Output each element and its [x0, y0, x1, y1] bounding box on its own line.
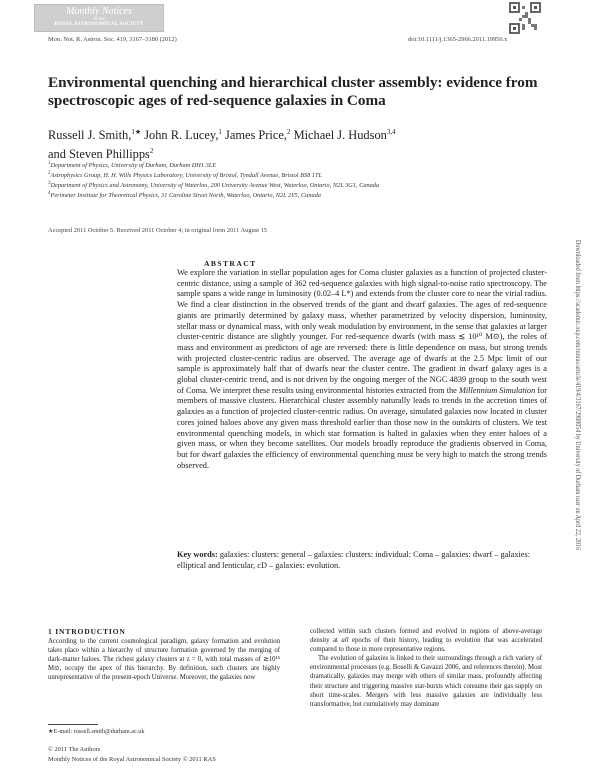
col2-para1-italic: all	[341, 637, 349, 645]
author: Russell J. Smith,	[48, 128, 132, 143]
sidebar-text: Downloaded from https://academic.oup.com/mnras/article/419/4/3167/2908054 by University of Durham user on April 22, 2016	[574, 240, 582, 601]
affiliation-text: Department of Physics and Astronomy, University of Waterloo, 200 University Avenue West, Waterloo, Ontario, N2L 3G1, Canada	[50, 182, 380, 190]
column-1-text: According to the current cosmological paradigm, galaxy formation and evolution takes place within a hierarchy of structure formation governed by the merging of dark-matter haloes. The richest galaxy clusters at z = 0, with total masses of ≳10¹⁵ M⊙, occupy the apex of this hierarchy. By definition, such clusters are highly unrepresentative of the present-epoch Universe. Moreover, the galaxies now	[48, 638, 280, 682]
doi-line: doi:10.1111/j.1365-2966.2011.19956.x	[408, 36, 508, 43]
footnote-email: ★E-mail: russell.smith@durham.ac.uk	[48, 728, 145, 735]
qr-code-icon	[510, 3, 540, 33]
keywords-label: Key words:	[177, 550, 218, 559]
keywords-text: galaxies: clusters: general – galaxies: clusters: individual: Coma – galaxies: dwarf – galaxies: elliptical and lenticular, cD – galaxies: evolution.	[177, 550, 530, 570]
author-sup: 1	[218, 128, 222, 136]
abstract-heading: ABSTRACT	[204, 259, 257, 268]
logo-line-1: Monthly Notices	[66, 6, 132, 17]
affiliation	[48, 181, 568, 189]
author: Michael J. Hudson	[293, 128, 387, 143]
citation-line: Mon. Not. R. Astron. Soc. 419, 3167–3180 (2012)	[48, 36, 177, 43]
author: John R. Lucey,	[144, 128, 219, 143]
author-sup: 2	[286, 128, 291, 136]
copyright-line-1: © 2011 The Authors	[48, 746, 101, 753]
abstract-text-tail: for members of massive clusters. Hierarchical cluster assembly naturally leads to trends in the accretion times of galaxies as a function of projected cluster-centric radius. On average, simulated galaxies now located in cluster cores joined haloes above any given mass threshold earlier than those now in the outskirts of clusters. We test environmental quenching models, in which star formation is halted in galaxies when they enter haloes of a given mass, or when they become satellites. Our models broadly reproduce the gradients observed in Coma, but for dwarf galaxies the efficiency of environmental quenching must be very high to match the strong trends observed.	[177, 385, 547, 470]
download-sidebar	[566, 240, 582, 601]
author-sup: 1★	[131, 128, 142, 136]
affiliation-num: 2	[48, 171, 51, 176]
affiliation-num: 1	[48, 161, 51, 166]
paper-title: Environmental quenching and hierarchical cluster assembly: evidence from spectroscopic ages of red-sequence galaxies in Coma	[48, 74, 538, 109]
author-sup: 3,4	[386, 128, 396, 136]
author-list	[48, 124, 568, 162]
abstract-italic: Millennium Simulation	[458, 385, 536, 395]
logo-line-2: of the	[93, 17, 105, 22]
affiliation-text: Perimeter Institute for Theoretical Physics, 31 Caroline Street North, Waterloo, Ontario, N2L 2Y5, Canada	[50, 192, 321, 200]
author: and Steven Phillipps	[48, 147, 150, 162]
col2-para1-tail: epochs of their history, leading to evolution that was accelerated compared to those in more representative regions.	[310, 637, 542, 654]
affiliation	[48, 171, 568, 179]
abstract-text: We explore the variation in stellar population ages for Coma cluster galaxies as a function of projected cluster-centric distance, using a sample of 362 red-sequence galaxies with high signal-to-noise ratio spectroscopy. The sample spans a wide range in luminosity (0.02–4 L*) and extends from the cluster core to near the virial radius. We find a clear distinction in the observed trends of the giant and dwarf galaxies. The ages of red-sequence giants are primarily determined by galaxy mass, whether parametrized by velocity dispersion, luminosity, stellar mass or dynamical mass, with only weak modulation by environment, in the sense that galaxies at larger cluster-centric distance are slightly younger. For red-sequence dwarfs (with mass ≲ 10¹⁰ M⊙), the roles of mass and environment as predictors of age are reversed: there is little dependence on mass, but strong trends with projected cluster-centric radius are observed. The average age of dwarfs at the 2.5 Mpc limit of our sample is approximately half that of dwarfs near the cluster centre. The gradient in dwarf galaxy ages is a global cluster-centric trend, and is not driven by the ongoing merger of the NGC 4839 group to the south west of Coma. We interpret these results using environmental histories extracted from the	[177, 268, 547, 395]
affiliation	[48, 191, 568, 199]
col2-para1: collected within such clusters formed and evolved in regions of above-average density at	[310, 628, 542, 645]
affiliation-text: Astrophysics Group, H. H. Wills Physics Laboratory, University of Bristol, Tyndall Avenue, Bristol BS8 1TL	[50, 172, 322, 180]
copyright-line-2: Monthly Notices of the Royal Astronomical Society © 2011 RAS	[48, 756, 216, 763]
affiliation-num: 3	[48, 181, 51, 186]
journal-logo	[34, 4, 164, 32]
abstract-body	[177, 268, 547, 471]
column-2-text	[310, 627, 542, 709]
affiliation-text: Department of Physics, University of Durham, Durham DH1 3LE	[50, 162, 217, 170]
footnote-rule	[48, 724, 98, 725]
keywords	[177, 550, 547, 571]
author-sup: 2	[149, 147, 154, 156]
accepted-line: Accepted 2011 October 5. Received 2011 October 4; in original form 2011 August 15	[48, 227, 268, 234]
logo-line-3: ROYAL ASTRONOMICAL SOCIETY	[54, 22, 144, 27]
affiliation-num: 4	[48, 191, 51, 196]
author: James Price,	[225, 128, 287, 143]
affiliation	[48, 161, 568, 169]
col2-para2: The evolution of galaxies is linked to their surroundings through a rich variety of environmental processes (e.g. Boselli & Gavazzi 2006, and references therein). Most dramatically, galaxies may merge with others of similar mass, profoundly affecting their structure and triggering massive star-bursts which consume their gas supply on short time-scales. Mergers with less massive galaxies are individually less transformative, but cumulatively may dominate	[310, 655, 542, 708]
section-heading: 1 INTRODUCTION	[48, 627, 126, 636]
